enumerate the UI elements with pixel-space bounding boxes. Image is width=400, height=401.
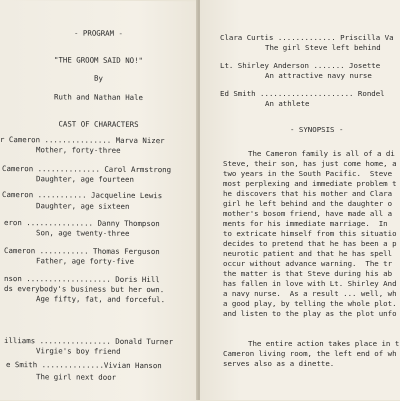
synopsis-line: he discovers that his mother and Clara [223,189,393,198]
synopsis-line: to extricate himself from this situatio [223,229,397,238]
cast-description: ds everybody's business but her own. [4,284,165,295]
synopsis-line: the matter is that Steve during his ab [223,269,393,278]
cast-line: nson ................... Doris Hill [4,274,160,285]
play-title: "THE GROOM SAID NO!" [54,55,143,65]
synopsis-line: two years in the South Pacific. Steve [223,169,393,178]
cast-line: Ed Smith ..................... Rondel [220,89,385,98]
cast-description: Daughter, age sixteen [36,201,130,211]
synopsis-line: The Cameron family is all of a di [248,149,395,158]
cast-description: Father, age forty-five [36,256,134,266]
cast-description: Mother, forty-three [36,145,121,155]
cast-line: illiams ................ Donald Turner [4,336,174,347]
synopsis-line: neurotic patient and that he has spell [223,249,393,258]
synopsis-line: a navy nurse. As a result ... well, wh [223,289,397,298]
authors: Ruth and Nathan Hale [54,92,143,102]
cast-description: An athlete [265,99,310,108]
cast-line: Clara Curtis ............. Priscilla Va [220,33,394,42]
cast-description: Age fifty, fat, and forceful. [36,294,166,305]
synopsis-line: decides to pretend that he has been a p [223,239,397,248]
cast-line: r Cameron ............... Marva Nizer [0,135,165,146]
cast-description: An attractive navy nurse [265,71,372,80]
synopsis-line: mother's bosom friend, have made all a [223,209,393,218]
setting-line: serves also as a dinette. [223,359,335,368]
left-page [0,0,197,401]
cast-line: e Smith ..............Vivian Hanson [6,360,162,371]
synopsis-line: ments for his immediate marriage. In [223,219,388,228]
cast-description: Virgie's boy friend [36,346,121,356]
setting-line: The entire action takes place in t [248,339,400,348]
synopsis-line: occur without advance warning. The tr [223,259,393,268]
synopsis-line: a good play, by telling the whole plot. [223,299,397,308]
synopsis-heading: - SYNOPSIS - [290,125,344,134]
cast-line: Lt. Shirley Anderson ....... Josette [220,61,381,70]
cast-line: Cameron .............. Carol Armstrong [2,164,172,175]
program-heading: - PROGRAM - [74,28,123,38]
synopsis-line: has fallen in love with Lt. Shirley And [223,279,397,288]
synopsis-line: Steve, their son, has just come home, a [223,159,397,168]
cast-description: Daughter, age fourteen [36,174,134,184]
cast-line: Cameron ........... Jacqueline Lewis [2,190,163,201]
synopsis-line: and listen to the play as the plot unfo [223,309,397,318]
by-label: By [94,73,103,83]
right-page [200,0,400,400]
cast-line: eron ............... Danny Thompson [4,218,160,229]
cast-description: Son, age twenty-three [36,228,130,238]
setting-line: Cameron living room, the left end of wh [223,349,397,358]
cast-description: The girl Steve left behind [265,43,381,52]
synopsis-line: most perplexing and immediate problem t [223,179,397,188]
synopsis-line: girl he left behind and the daughter o [223,199,393,208]
cast-heading: CAST OF CHARACTERS [58,119,139,129]
cast-description: The girl next door [36,372,117,382]
cast-line: Cameron ........... Thomas Ferguson [4,246,160,257]
